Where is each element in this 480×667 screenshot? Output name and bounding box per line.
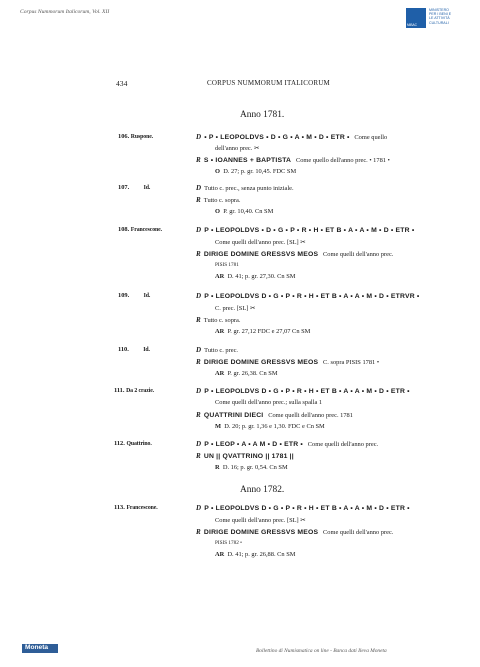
reverse-line: R DIRIGE DOMINE GRESSVS MEOS Come quelli dell'anno prec. (196, 250, 394, 258)
reverse-line: R DIRIGE DOMINE GRESSVS MEOS Come quelli dell'anno prec. (196, 528, 394, 536)
description-line: C. prec. [SL] ✂ (215, 305, 256, 312)
running-title: CORPUS NUMMORUM ITALICORUM (207, 79, 330, 87)
metal-weight-line: M D. 20; p. gr. 1,36 e 1,30. FDC e Cn SM (215, 423, 325, 430)
metal-weight-line: AR D. 41; p. gr. 26,88. Cn SM (215, 551, 296, 558)
description-line: Come quelli dell'anno prec. [SL] ✂ (215, 517, 306, 524)
page-number: 434 (116, 79, 128, 88)
catalog-entry: 107. Id. (118, 184, 151, 191)
catalog-entry: 110. Id. (118, 346, 150, 353)
description-line: dell'anno prec. ✂ (215, 145, 260, 152)
description-line: PISIS 1781 (215, 262, 239, 268)
obverse-line: D Tutto c. prec. (196, 346, 239, 354)
obverse-line: D P • LEOP • A • A M • D • ETR • Come quelli dell'anno prec. (196, 440, 379, 448)
reverse-line: R S • IOANNES + BAPTISTA Come quello dell'anno prec. • 1781 • (196, 156, 390, 164)
obverse-line: D Tutto c. prec., senza punto iniziale. (196, 184, 294, 192)
moneta-logo: Moneta (22, 642, 60, 656)
obverse-line: D P • LEOPOLDVS D • G • P • R • H • ET B • A • A • M • D • ETR • (196, 504, 410, 512)
ministry-logo-mark: MiBAC (406, 8, 426, 28)
reverse-line: R QUATTRINI DIECI Come quelli dell'anno prec. 1781 (196, 411, 353, 419)
reverse-line: R DIRIGE DOMINE GRESSVS MEOS C. sopra PISIS 1781 • (196, 358, 380, 366)
reverse-line: R UN || QVATTRINO || 1781 || (196, 452, 294, 460)
catalog-entry: 109. Id. (118, 292, 151, 299)
year-heading: Anno 1781. (240, 110, 285, 120)
ministry-logo (406, 8, 466, 34)
catalog-entry: 108. Francescone. (118, 226, 162, 233)
footer-text: Bollettino di Numismatica on line - Banca dati Ileva Moneta (256, 648, 387, 654)
obverse-line: D • P • LEOPOLDVS • D • G • A • M • D • ETR • Come quello (196, 133, 388, 141)
metal-weight-line: AR P. gr. 26,38. Cn SM (215, 370, 278, 377)
source-title: Corpus Nummorum Italicorum, Vol. XII (20, 9, 110, 15)
obverse-line: D P • LEOPOLDVS • D • G • P • R • H • ET B • A • A • M • D • ETR • (196, 226, 415, 234)
catalog-entry: 112. Quattrino. (114, 440, 152, 447)
catalog-entry: 113. Francescone. (114, 504, 158, 511)
description-line: Come quelli dell'anno prec.; sulla spalla 1 (215, 399, 323, 406)
year-heading: Anno 1782. (240, 485, 285, 495)
metal-weight-line: AR P. gr. 27,12 FDC e 27,07 Cn SM (215, 328, 311, 335)
description-line: PISIS 1782 • (215, 540, 242, 546)
metal-weight-line: O P. gr. 10,40. Cn SM (215, 208, 274, 215)
obverse-line: D P • LEOPOLDVS D • G • P • R • H • ET B • A • A • M • D • ETRVR • (196, 292, 420, 300)
reverse-line: R Tutto c. sopra. (196, 196, 241, 204)
metal-weight-line: O D. 27; p. gr. 10,45. FDC SM (215, 168, 297, 175)
metal-weight-line: R D. 16; p. gr. 0,54. Cn SM (215, 464, 288, 471)
reverse-line: R Tutto c. sopra. (196, 316, 241, 324)
catalog-entry: 106. Ruspone. (118, 133, 154, 140)
obverse-line: D P • LEOPOLDVS D • G • P • R • H • ET B • A • A • M • D • ETR • (196, 387, 410, 395)
metal-weight-line: AR D. 41; p. gr. 27,30. Cn SM (215, 273, 296, 280)
catalog-entry: 111. Da 2 crazie. (114, 387, 155, 394)
ministry-logo-text: MINISTERO PER I BENI E LE ATTIVITÀ CULTURALI (429, 8, 452, 25)
description-line: Come quelli dell'anno prec. [SL] ✂ (215, 239, 306, 246)
